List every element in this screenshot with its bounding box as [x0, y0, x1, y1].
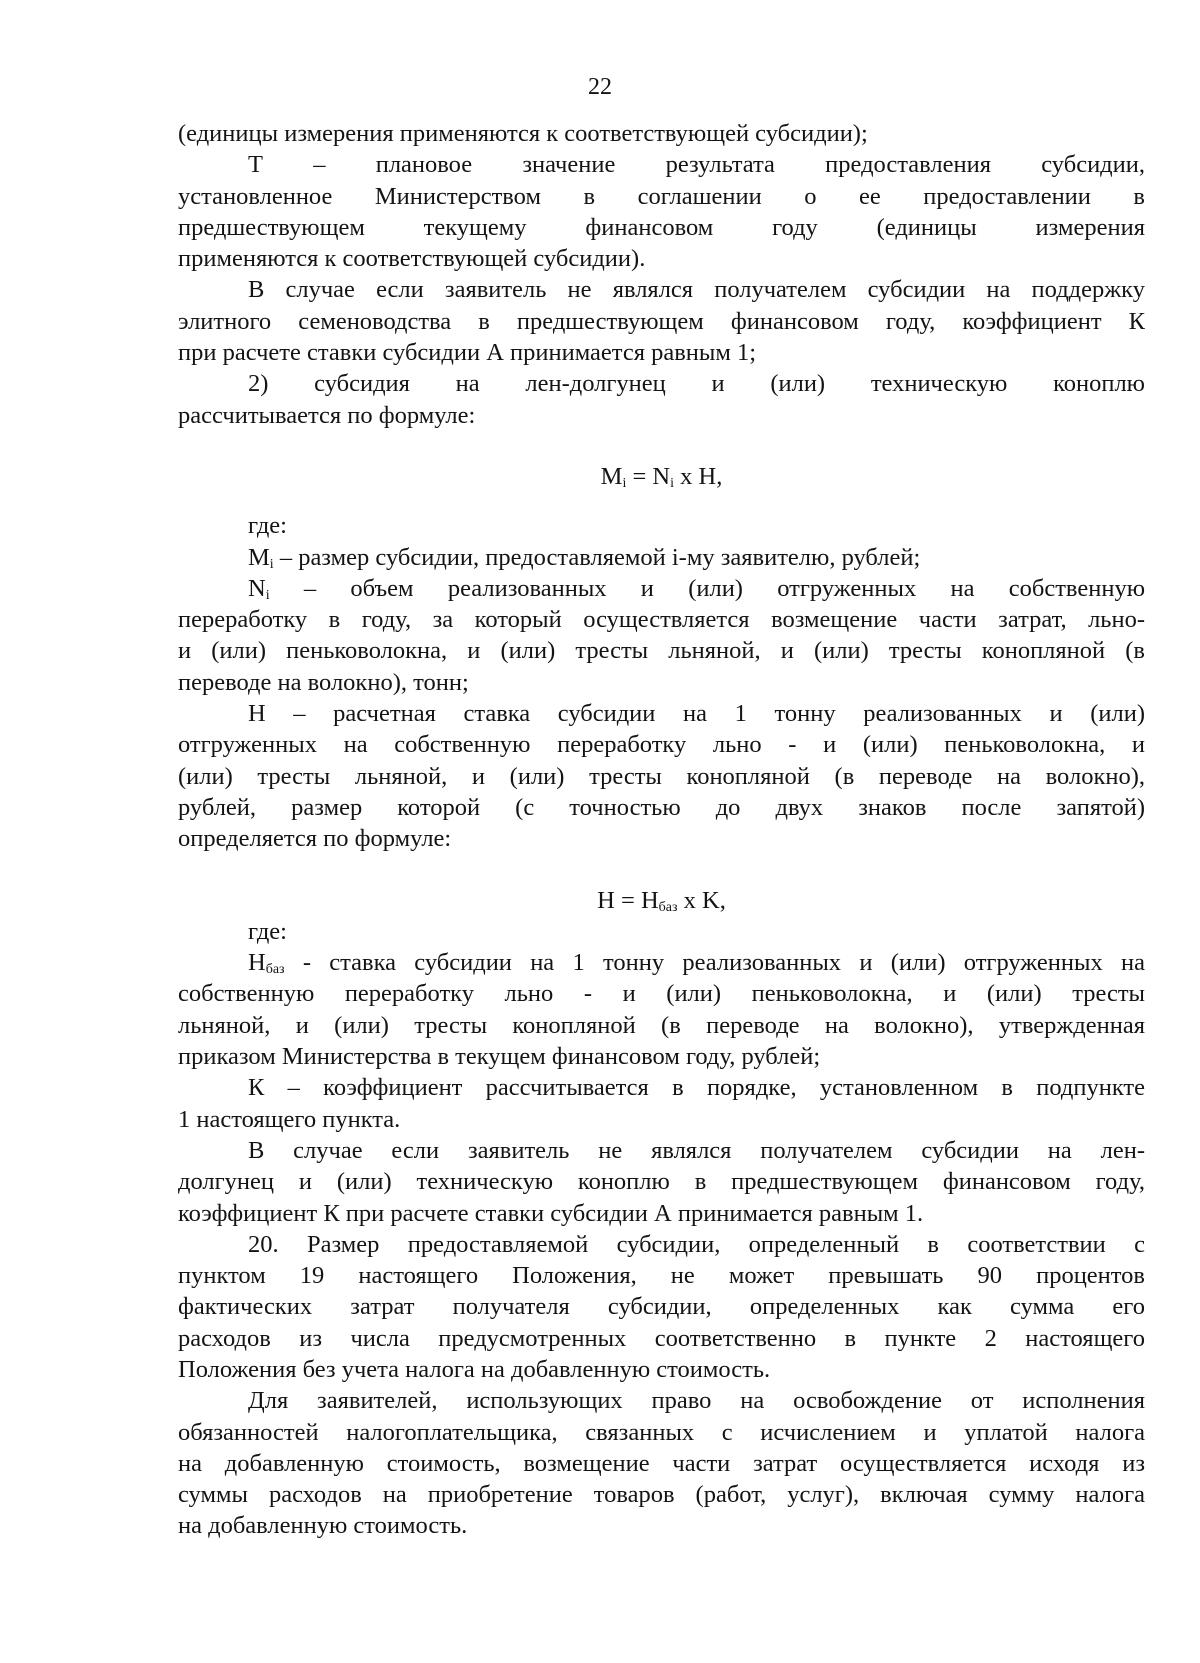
- text-line: на добавленную стоимость.: [178, 1512, 468, 1540]
- document-body: [178, 118, 1145, 1542]
- text-line: и (или) пеньковолокна, и (или) тресты льняной, и (или) тресты конопляной (в: [178, 637, 1145, 665]
- text-line: долгунец и (или) техническую коноплю в предшествующем финансовом году,: [178, 1168, 1145, 1196]
- formula-symbol: N: [652, 462, 671, 490]
- text-line: 2) субсидия на лен-долгунец и (или) техническую коноплю: [248, 370, 1145, 398]
- definition-symbol: M: [248, 543, 270, 571]
- page-number: 22: [588, 74, 612, 100]
- text-line: приказом Министерства в текущем финансовом году, рублей;: [178, 1043, 821, 1071]
- text-line: Т – плановое значение результата предоставления субсидии,: [248, 151, 1145, 179]
- definition-subscript: i: [265, 587, 270, 603]
- formula-equals: =: [614, 886, 641, 914]
- definition-text: – объем реализованных и (или) отгруженных на собственную: [269, 574, 1145, 602]
- definition-line: [178, 947, 1145, 978]
- formula-h-equals-hbaz-times-k: [178, 885, 1145, 916]
- text-line: переработку в году, за который осуществляется возмещение части затрат, льно-: [178, 606, 1145, 634]
- text-line: суммы расходов на приобретение товаров (работ, услуг), включая сумму налога: [178, 1481, 1145, 1509]
- text-line: применяются к соответствующей субсидии).: [178, 245, 646, 273]
- text-line: при расчете ставки субсидии А принимается равным 1;: [178, 339, 757, 367]
- text-line: установленное Министерством в соглашении о ее предоставлении в: [178, 182, 1145, 210]
- text-line: переводе на волокно), тонн;: [178, 668, 469, 696]
- formula-symbol: H: [640, 886, 659, 914]
- text-line: Положения без учета налога на добавленную стоимость.: [178, 1355, 771, 1383]
- text-line: 20. Размер предоставляемой субсидии, определенный в соответствии с: [248, 1230, 1145, 1258]
- definition-symbol: Н: [248, 949, 266, 977]
- text-line: (единицы измерения применяются к соответствующей субсидии);: [178, 120, 868, 147]
- text-line: где:: [248, 512, 287, 540]
- text-line: Н – расчетная ставка субсидии на 1 тонну реализованных и (или): [248, 700, 1145, 728]
- text-line: Для заявителей, использующих право на освобождение от исполнения: [248, 1387, 1145, 1415]
- text-line: предшествующем текущему финансовом году (единицы измерения: [178, 213, 1145, 241]
- text-line: льняной, и (или) тресты конопляной (в переводе на волокно), утвержденная: [178, 1011, 1145, 1039]
- formula-symbol: H: [597, 886, 615, 914]
- text-line: где:: [248, 917, 287, 945]
- text-line: отгруженных на собственную переработку льно - и (или) пеньковолокна, и: [178, 731, 1145, 759]
- definition-line: [178, 542, 1145, 573]
- text-line: В случае если заявитель не являлся получателем субсидии на лен-: [248, 1136, 1145, 1164]
- definition-symbol: N: [248, 574, 266, 602]
- text-line: 1 настоящего пункта.: [178, 1105, 401, 1133]
- text-line: определяется по формуле:: [178, 825, 452, 853]
- definition-subscript: баз: [265, 962, 285, 978]
- text-line: коэффициент К при расчете ставки субсидии А принимается равным 1.: [178, 1199, 924, 1227]
- text-line: В случае если заявитель не являлся получателем субсидии на поддержку: [248, 276, 1145, 304]
- text-line: (или) тресты льняной, и (или) тресты конопляной (в переводе на волокно),: [178, 762, 1145, 790]
- text-line: элитного семеноводства в предшествующем финансовом году, коэффициент К: [178, 307, 1145, 335]
- formula-symbol: M: [600, 462, 623, 490]
- text-line: пунктом 19 настоящего Положения, не может превышать 90 процентов: [178, 1262, 1145, 1290]
- formula-m-equals-n-times-h: [178, 461, 1145, 492]
- definition-text: - ставка субсидии на 1 тонну реализованных и (или) отгруженных на: [284, 949, 1145, 977]
- formula-rest: x K,: [677, 886, 726, 914]
- text-line: на добавленную стоимость, возмещение части затрат осуществляется исходя из: [178, 1449, 1145, 1477]
- definition-line: [178, 573, 1145, 604]
- formula-rest: x H,: [674, 462, 723, 490]
- text-line: К – коэффициент рассчитывается в порядке, установленном в подпункте: [248, 1074, 1145, 1102]
- text-line: собственную переработку льно - и (или) пеньковолокна, и (или) тресты: [178, 980, 1145, 1008]
- text-line: рублей, размер которой (с точностью до двух знаков после запятой): [178, 793, 1145, 821]
- text-line: рассчитывается по формуле:: [178, 401, 476, 429]
- text-line: обязанностей налогоплательщика, связанных с исчислением и уплатой налога: [178, 1418, 1145, 1446]
- formula-subscript: i: [622, 475, 627, 491]
- formula-equals: =: [626, 462, 653, 490]
- formula-subscript: i: [670, 475, 675, 491]
- definition-subscript: i: [269, 556, 274, 572]
- text-line: расходов из числа предусмотренных соответственно в пункте 2 настоящего: [178, 1324, 1145, 1352]
- definition-text: – размер субсидии, предоставляемой i-му заявителю, рублей;: [273, 543, 921, 571]
- formula-subscript: баз: [658, 899, 678, 915]
- text-line: фактических затрат получателя субсидии, определенных как сумма его: [178, 1293, 1145, 1321]
